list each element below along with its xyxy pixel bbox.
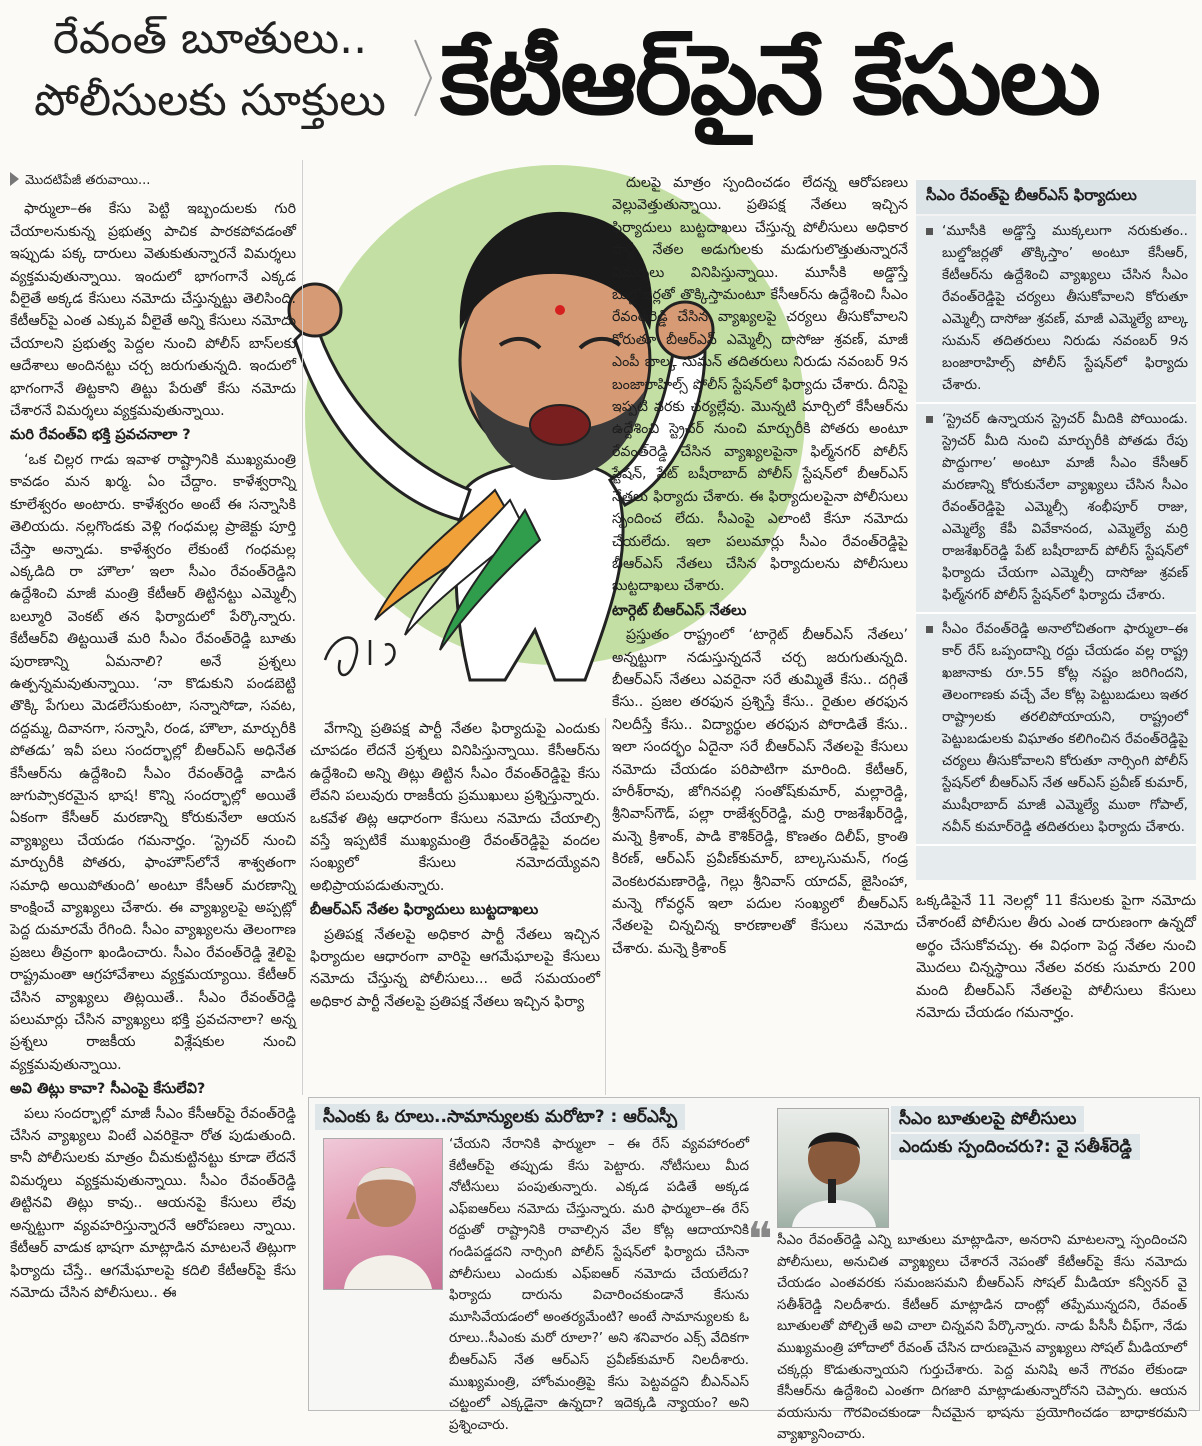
cartoon-mouth — [530, 405, 590, 445]
sidebar-item-text: సీఎం రేవంత్‌రెడ్డి అనాలోచితంగా ఫార్ములా–ఈ కార్ రేస్ ఒప్పందాన్ని రద్దు చేయడం వల్ల రాష్ట్ర ఖజానాకు రూ.55 కోట్ల నష్టం జరిగిందని, తెలంగాణకు వచ్చే వేల కోట్ల పెట్టుబడులు ఇతర రాష్ట్రాలకు తరలిపోయాయని, రాష్ట్రంలో పెట్టుబడులకు విఘాతం కలిగించిన రేవంత్‌రెడ్డిపై చర్యలు తీసుకోవాలని కోరుతూ నార్సింగి పోలీస్ స్టేషన్‌లో బీఆర్‌ఎస్ నేత ఆర్‌ఎస్ ప్రవీణ్ కుమార్, ముషీరాబాద్ మాజీ ఎమ్మెల్యే ముఠా గోపాల్, నవీన్ కుమార్‌రెడ్డి తదితరులు ఫిర్యాదు చేశారు. — [942, 621, 1188, 835]
subheading: మరి రేవంత్‌వి భక్తి ప్రవచనాలా ? — [10, 427, 191, 444]
photo-rs-praveen-kumar — [323, 1138, 443, 1290]
headline-kicker — [10, 8, 410, 148]
paragraph: ‘ఒక చిల్లర గాడు ఇవాళ రాష్ట్రానికి ముఖ్యమంత్రి కావడం మన ఖర్మ. ఏం చేద్దాం. కాళేశ్వరాన్ని కూలేశ్వరం అంటారు. కాళేశ్వరం అంటే ఈ సన్నాసికి తెలియదు. నల్లగొండకు వెళ్లి గంధమల్ల ప్రాజెక్టు పూర్తి చేస్తా అన్నాడు. కాళేశ్వరం లేకుంటే గంధమల్ల ఎక్కడిది రా హౌలా’ ఇలా సీఎం రేవంత్‌రెడ్డిని ఉద్దేశించి మాజీ మంత్రి కేటీఆర్ తిట్టినట్టు ఎమ్మెల్సీ బల్మూరి వెంకట్ తన ఫిర్యాదులో పేర్కొన్నారు. కేటీఆర్‌వి తిట్టయితే మరి సీఎం రేవంత్‌రెడ్డి బూతు పురాణాన్ని ఏమనాలి? అనే ప్రశ్నలు ఉత్పన్నమవుతున్నాయి. ‘నా కొడుకుని పండబెట్టి తొక్కి పేగులు మెడలేసుకుంటా, సన్నాసోడా, సవట, దద్దమ్మ, దివానగా, సన్నాసి, రండ, హౌలా, మార్చురీకి పోతడు’ ఇవీ పలు సందర్భాల్లో బీఆర్‌ఎస్ అధినేత కేసీఆర్‌ను ఉద్దేశించి సీఎం రేవంత్‌రెడ్డి వాడిన జుగుప్సాకరమైన భాష! కొన్ని సందర్భాల్లో అయితే ఏకంగా కేసీఆర్ మరణాన్ని కోరుకునేలా ఆయన వ్యాఖ్యలు చేయడం గమనార్హం. ‘స్ట్రెచర్ నుంచి మార్చురీకి పోతరు, ఫాంహౌస్‌లోనే శాశ్వతంగా సమాధి అయిపోతుంది’ అంటూ కేసీఆర్ మరణాన్ని కాంక్షించే వ్యాఖ్యలు చేశారు. ఈ వ్యాఖ్యలపై అప్పట్లో పెద్ద దుమారమే రేగింది. సీఎం వ్యాఖ్యలను తెలంగాణ ప్రజలు తీవ్రంగా ఖండించారు. సీఎం రేవంత్‌రెడ్డి శైలిపై రాష్ట్రమంతా ఆగ్రహావేశాలు వ్యక్తమయ్యాయి. కేటీఆర్ చేసిన వ్యాఖ్యలు తిట్లయితే.. సీఎం రేవంత్‌రెడ్డి పలుమార్లు చేసిన వ్యాఖ్యలు భక్తి ప్రవచనాలా? అన్న ప్రశ్నలు రాజకీయ విశ్లేషకుల నుంచి వ్యక్తమవుతున్నాయి. — [10, 451, 296, 1073]
story-rsp — [315, 1104, 755, 1433]
sidebar-title: సీఎం రేవంత్‌పై బీఆర్‌ఎస్ ఫిర్యాదులు — [916, 180, 1196, 216]
sidebar-item — [916, 404, 1196, 614]
column-divider — [302, 160, 303, 1095]
jump-label: మొదటిపేజీ తరువాయి... — [25, 173, 151, 188]
story-text: సీఎం రేవంత్‌రెడ్డి ఎన్ని బూతులు మాట్లాడినా, అనరాని మాటలన్నా స్పందించని పోలీసులు, అనుచిత వ్యాఖ్యలు చేశారనే నెపంతో కేటీఆర్‌పై కేసు నమోదు చేయడం ఎంతవరకు సమంజసమని బీఆర్‌ఎస్ సోషల్ మీడియా కన్వీనర్ వై సతీశ్‌రెడ్డి నిలదీశారు. కేటీఆర్ మాట్లాడిన దాంట్లో తప్పేమున్నదని, రేవంత్ బూతులతో పోల్చితే అవి చాలా చిన్నవని పేర్కొన్నారు. నాడు పీసీసీ చీఫ్‌గా, నేడు ముఖ్యమంత్రి హోదాలో రేవంత్ చేసిన దారుణమైన వ్యాఖ్యలు సోషల్ మీడియాలో చక్కర్లు కొడుతున్నాయని గుర్తుచేశారు. పెద్ద మనిషి అనే గౌరవం లేకుండా కేసీఆర్‌ను ఉద్దేశించి ఎంతగా దిగజారి మాట్లాడుతున్నారోనని చెప్పారు. ఆయన వయసును గౌరవించకుండా నీచమైన భాషను ప్రయోగించడం బాధాకరమని వ్యాఖ్యానించారు. — [777, 1233, 1187, 1443]
article-column-1 — [10, 170, 296, 1410]
headline-kicker-line1: రేవంత్ బూతులు.. — [52, 13, 368, 64]
square-bullet-icon — [926, 416, 933, 423]
continued-from-front — [10, 170, 296, 192]
paragraph: వేగాన్ని ప్రతిపక్ష పార్టీ నేతల ఫిర్యాదుపై ఎందుకు చూపడం లేదనే ప్రశ్నలు వినిపిస్తున్నాయి. కేసీఆర్‌ను ఉద్దేశించి అన్ని తిట్లు తిట్టిన సీఎం రేవంత్‌రెడ్డిపై కేసు లేవని పలువురు రాజకీయ ప్రముఖులు ప్రశ్నిస్తున్నారు. ఒకవేళ తిట్ల ఆధారంగా కేసులు నమోదు చేయాల్సి వస్తే ఇప్పటికే ముఖ్యమంత్రి రేవంత్‌రెడ్డిపై వందల సంఖ్యలో కేసులు నమోదయ్యేవని అభిప్రాయపడుతున్నారు. — [310, 721, 600, 894]
sidebar-item-text: ‘స్ట్రెచర్ ఉన్నాయన స్ట్రెచర్ మీదికి పోయిండు. స్ట్రెచర్ మీది నుంచి మార్చురీకి పోతడు రేపు పొద్దుగాల’ అంటూ మాజీ సీఎం కేసీఆర్ మరణాన్ని కోరుకునేలా వ్యాఖ్యలు చేసిన సీఎం రేవంత్‌రెడ్డిపై ఎమ్మెల్సీ శంభీపూర్ రాజు, ఎమ్మెల్యే కేపీ వివేకానంద, ఎమ్మెల్యే మర్రి రాజశేఖర్‌రెడ్డి పేట్ బషీరాబాద్ పోలీస్ స్టేషన్‌లో ఫిర్యాదు చేయగా ఎమ్మెల్సీ దాసోజు శ్రవణ్ ఫిల్మ్‌నగర్ పోలీస్ స్టేషన్‌లో ఫిర్యాదు చేశారు. — [942, 411, 1188, 603]
story-title-line2: ఎందుకు స్పందించరు?: వై సతీశ్‌రెడ్డి — [891, 1134, 1140, 1160]
complaints-sidebar — [916, 180, 1196, 880]
main-headline: కేటీఆర్‌పైనే కేసులు — [440, 24, 1099, 136]
quote-icon: ❝ — [747, 1212, 773, 1268]
person-photo-icon — [324, 1139, 442, 1289]
story-text: ‘చేయని నేరానికి ఫార్ములా – ఈ రేస్ వ్యవహారంలో కేటీఆర్‌పై తప్పుడు కేసు పెట్టారు. నోటీసులు మీద నోటీసులు పంపుతున్నారు. ఎక్కడ పడితే అక్కడ ఎఫ్‌ఐఆర్‌లు నమోదు చేస్తున్నారు. మరి ఫార్ములా–ఈ రేస్ రద్దుతో రాష్ట్రానికి రావాల్సిన వేల కోట్ల ఆదాయానికి గండిపడ్డదని నార్సింగి పోలీస్ స్టేషన్‌లో ఫిర్యాదు చేసినా పోలీసులు ఎందుకు ఎఫ్‌ఐఆర్ నమోదు చేయలేదు? ఫిర్యాదు దారును విచారించకుండానే కేసును మూసివేయడంలో అంతర్యమేంటి? అంటే సామాన్యులకు ఓ రూలు..సీఎంకు మరో రూలా?’ అని శనివారం ఎక్స్ వేదికగా బీఆర్‌ఎస్ నేత ఆర్‌ఎస్ ప్రవీణ్‌కుమార్ నిలదీశారు. ముఖ్యమంత్రి, హోంమంత్రిపై కేసు పెట్టవద్దని బీఎన్‌ఎస్ చట్టంలో ఎక్కడైనా ఉన్నదా? ఇదెక్కడి న్యాయం? అని ప్రశ్నించారు. — [449, 1137, 749, 1433]
person-photo-icon — [778, 1109, 888, 1227]
chevron-right-icon — [413, 38, 433, 118]
paragraph: దులపై మాత్రం స్పందించడం లేదన్న ఆరోపణలు వెల్లువెత్తుతున్నాయి. ప్రతిపక్ష నేతలు ఇచ్చిన ఫిర్యాదులు బుట్టదాఖలు చేస్తున్న పోలీసులు అధికార పార్టీ నేతల అడుగులకు మడుగులొత్తుతున్నారనే విమర్శలు వినిపిస్తున్నాయి. మూసీకి అడ్డొస్తే బుల్డోజర్లతో తొక్కిస్తామంటూ కేసీఆర్‌ను ఉద్దేశించి సీఎం రేవంత్‌రెడ్డి చేసిన వ్యాఖ్యలపై చర్యలు తీసుకోవాలని కోరుతూ బీఆర్‌ఎస్ ఎమ్మెల్సీ దాసోజు శ్రవణ్, మాజీ ఎంపీ బాల్క సుమన్ తదితరులు నిరుడు నవంబర్ 9న బంజారాహిల్స్ పోలీస్ స్టేషన్‌లో ఫిర్యాదు చేశారు. దీనిపై ఇప్పటి వరకు చర్యల్లేవు. మొన్నటి మార్చిలో కేసీఆర్‌ను ఉద్దేశించి స్ట్రెచర్ నుంచి మార్చురీకి పోతరు అంటూ రేవంత్‌రెడ్డి చేసిన వ్యాఖ్యలపైనా ఫిల్మ్‌నగర్ పోలీస్ స్టేషన్, పేట్ బషీరాబాద్ పోలీస్ స్టేషన్‌లో బీఆర్‌ఎస్ నేతలు ఫిర్యాదు చేశారు. ఈ ఫిర్యాదులపైనా పోలీసులు స్పందించ లేదు. సీఎంపై ఎలాంటి కేసూ నమోదు చేయలేదు. ఇలా పలుమార్లు సీఎం రేవంత్‌రెడ్డిపై బీఆర్‌ఎస్ నేతలు చేసిన ఫిర్యాదులను పోలీసులు బుట్టదాఖలు చేశారు. — [612, 175, 908, 595]
story-title-line1: సీఎం బూతులపై పోలీసులు — [891, 1106, 1084, 1132]
photo-y-satish-reddy — [777, 1108, 889, 1228]
subheading: అవి తిట్లు కావా? సీఎంపై కేసులేవి? — [10, 1081, 206, 1098]
subheading: బీఆర్‌ఎస్ నేతల ఫిర్యాదులు బుట్టదాఖలు — [310, 902, 539, 919]
subheading: టార్గెట్ బీఆర్‌ఎస్ నేతలు — [612, 602, 747, 619]
paragraph: ఒక్కడిపైనే 11 నెలల్లో 11 కేసులకు పైగా నమోదు చేశారంటే పోలీసుల తీరు ఎంత దారుణంగా ఉన్నదో అర్థం చేసుకోవచ్చు. ఈ విధంగా పెద్ద నేతల నుంచి మొదలు చిన్నస్థాయి నేతల వరకు సుమారు 200 మంది బీఆర్‌ఎస్ నేతలపై పోలీసులు కేసులు నమోదు చేయడం గమనార్హం. — [916, 893, 1196, 1022]
story-satish-reddy — [747, 1104, 1191, 1443]
square-bullet-icon — [926, 626, 933, 633]
sidebar-item-text: ‘మూసీకి అడ్డొస్తే ముక్కలుగా నరుకుతం.. బుల్డోజర్లతో తొక్కిస్తాం’ అంటూ కేసీఆర్, కేటీఆర్‌ను ఉద్దేశించి వ్యాఖ్యలు చేసిన సీఎం రేవంత్‌రెడ్డిపై చర్యలు తీసుకోవాలని కోరుతూ ఎమ్మెల్సీ దాసోజు శ్రవణ్, మాజీ ఎమ్మెల్యే బాల్క సుమన్ తదితరులు నిరుడు నవంబర్ 9న బంజారాహిల్స్ పోలీస్ స్టేషన్‌లో ఫిర్యాదు చేశారు. — [942, 223, 1188, 393]
arrow-right-icon — [10, 172, 19, 186]
column-divider — [605, 718, 606, 1095]
article-column-4-tail — [916, 890, 1196, 1090]
paragraph: పలు సందర్భాల్లో మాజీ సీఎం కేసీఆర్‌పై రేవంత్‌రెడ్డి చేసిన వ్యాఖ్యలు వింటే ఎవరికైనా రోత పుడుతుంది. కానీ పోలీసులకు మాత్రం చీమకుట్టినట్టు కూడా లేదనే విమర్శలు వ్యక్తమవుతున్నాయి. సీఎం రేవంత్‌రెడ్డి తిట్టినవి తిట్లు కావు.. ఆయనపై కేసులు లేవు అన్నట్టుగా వ్యవహరిస్తున్నారనే ఆరోపణలు న్నాయి. కేటీఆర్ వాడుక భాషగా మాట్లాడిన మాటలనే తిట్లుగా ఫిర్యాదు చేస్తే.. ఆగమేఘాలపై కదిలి కేటీఆర్‌పై కేసు నమోదు చేసిన పోలీసులు.. ఈ — [10, 1105, 296, 1301]
cartoon-left-fist — [289, 284, 341, 336]
article-column-3 — [612, 172, 908, 1092]
artist-signature — [325, 638, 394, 676]
paragraph: ప్రస్తుతం రాష్ట్రంలో ‘టార్గెట్ బీఆర్‌ఎస్ నేతలు’ అన్నట్టుగా నడుస్తున్నదనే చర్చ జరుగుతున్నది. బీఆర్‌ఎస్ నేతలు ఎవరైనా సరే తుమ్మితే కేసు.. దగ్గితే కేసు.. ప్రజల తరఫున ప్రశ్నిస్తే కేసు.. రైతుల తరఫున నిలదీస్తే కేసు.. విద్యార్థుల తరఫున పోరాడితే కేసు.. ఇలా సందర్భం ఏదైనా సరే బీఆర్‌ఎస్ నేతలపై కేసులు నమోదు చేయడం పరిపాటిగా మారింది. కేటీఆర్, హరీశ్‌రావు, జోగినపల్లి సంతోష్‌కుమార్, మల్లారెడ్డి, శ్రీనివాస్‌గౌడ్, పల్లా రాజేశ్వర్‌రెడ్డి, మర్రి రాజశేఖర్‌రెడ్డి, మన్నె క్రిశాంక్, పాడి కౌశిక్‌రెడ్డి, కొణతం దిలీప్, క్రాంతి కిరణ్, ఆర్‌ఎస్ ప్రవీణ్‌కుమార్, బాల్కసుమన్, గండ్ర వెంకటరమణారెడ్డి, గెల్లు శ్రీనివాస్ యాదవ్, జైసింహా, మన్నె గోవర్ధన్ ఇలా పదుల సంఖ్యలో బీఆర్‌ఎస్ నేతలపై చిన్నచిన్న కారణాలతో కేసులు నమోదు చేశారు. మన్నె క్రిశాంక్ — [612, 627, 908, 957]
sidebar-item — [916, 216, 1196, 404]
cartoon-tilak — [555, 305, 565, 315]
headline-kicker-line2: పోలీసులకు సూక్తులు — [34, 75, 386, 126]
paragraph: ప్రతిపక్ష నేతలపై అధికార పార్టీ నేతలు ఇచ్చిన ఫిర్యాదుల ఆధారంగా వారిపై ఆగమేఘాలపై కేసులు నమోదు చేస్తున్న పోలీసులు... అదే సమయంలో అధికార పార్టీ నేతలపై ప్రతిపక్ష నేతలు ఇచ్చిన ఫిర్యా — [310, 926, 600, 1010]
story-title: సీఎంకు ఓ రూలు..సామాన్యులకు మరోటా? : ఆర్‌ఎస్పీ — [315, 1104, 685, 1130]
related-stories-box — [308, 1097, 1200, 1443]
sidebar-item — [916, 614, 1196, 846]
article-column-2 — [310, 718, 600, 1088]
square-bullet-icon — [926, 228, 933, 235]
paragraph: ఫార్ములా–ఈ కేసు పెట్టి ఇబ్బందులకు గురి చేయాలనుకున్న ప్రభుత్వ పాచిక పారకపోవడంతో ఇప్పుడు పక్క దారులు వెతుకుతున్నారనే విమర్శలు వ్యక్తమవుతున్నాయి. ఇందులో భాగంగానే ఎక్కడ వీలైతే అక్కడ కేసులు నమోదు చేస్తున్నట్టు తెలిసింది. కేటీఆర్‌పై ఎంత ఎక్కువ వీలైతే అన్ని కేసులు నమోదు చేయాలని ప్రభుత్వ పెద్దల నుంచి పోలీస్ బాస్‌లకు ఆదేశాలు అందినట్టు చర్చ జరుగుతున్నది. ఇందులో భాగంగానే తిట్టకాని తిట్టు పేరుతో కేసు నమోదు చేశారనే విమర్శలు వ్యక్తమవుతున్నాయి. — [10, 201, 296, 420]
